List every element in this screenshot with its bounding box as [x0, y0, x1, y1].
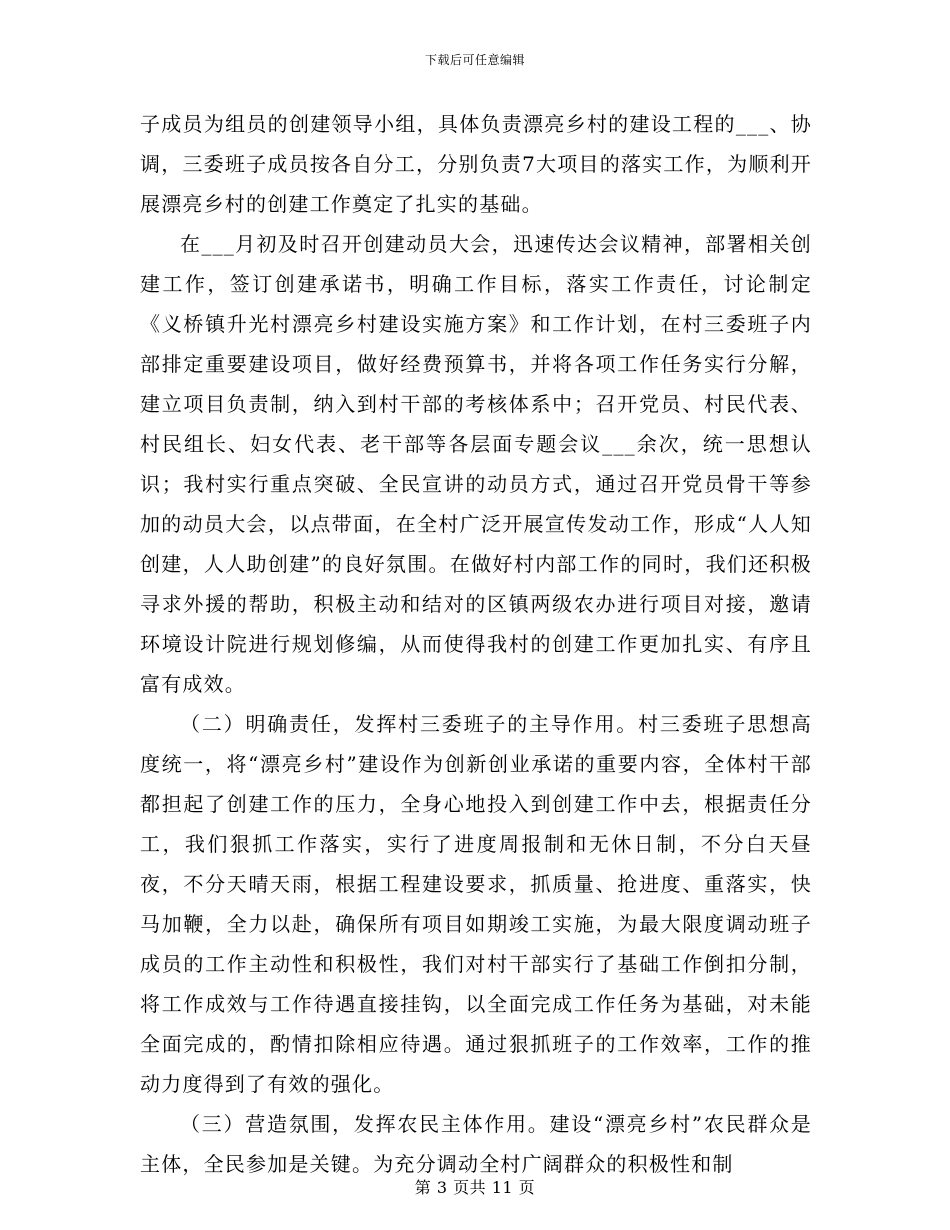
paragraph-mobilization-meeting: 在___月初及时召开创建动员大会，迅速传达会议精神，部署相关创建工作，签订创建承诺书，明确工作目标，落实工作责任，讨论制定《义桥镇升光村漂亮乡村建设实施方案》和工作计划，在村三委班子内部排定重要建设项目，做好经费预算书，并将各项工作任务实行分解，建立项目负责制，纳入到村干部的考核体系中；召开党员、村民代表、村民组长、妇女代表、老干部等各层面专题会议___余次，统一思想认识；我村实行重点突破、全民宣讲的动员方式，通过召开党员骨干等参加的动员大会，以点带面，在全村广泛开展宣传发动工作，形成“人人知创建，人人助创建”的良好氛围。在做好村内部工作的同时，我们还积极寻求外援的帮助，积极主动和结对的区镇两级农办进行项目对接，邀请环境设计院进行规划修编，从而使得我村的创建工作更加扎实、有序且富有成效。	[140, 232, 812, 696]
page-header: 下载后可任意编辑	[424, 53, 525, 67]
paragraph-section-two: （二）明确责任，发挥村三委班子的主导作用。村三委班子思想高度统一，将“漂亮乡村”建设作为创新创业承诺的重要内容，全体村干部都担起了创建工作的压力，全身心地投入到创建工作中去，根据责任分工，我们狠抓工作落实，实行了进度周报制和无休日制，不分白天昼夜，不分天晴天雨，根据工程建设要求，抓质量、抢进度、重落实，快马加鞭，全力以赴，确保所有项目如期竣工实施，为最大限度调动班子成员的工作主动性和积极性，我们对村干部实行了基础工作倒扣分制，将工作成效与工作待遇直接挂钩，以全面完成工作任务为基础，对未能全面完成的，酌情扣除相应待遇。通过狠抓班子的工作效率，工作的推动力度得到了有效的强化。	[140, 712, 812, 1096]
paragraph-section-three: （三）营造氛围，发挥农民主体作用。建设“漂亮乡村”农民群众是主体，全民参加是关键。为充分调动全村广阔群众的积极性和制	[140, 1112, 812, 1176]
document-body	[140, 104, 812, 1184]
page-footer: 第 3 页共 11 页	[414, 1178, 536, 1197]
paragraph-continuation: 子成员为组员的创建领导小组，具体负责漂亮乡村的建设工程的___、协调，三委班子成员按各自分工，分别负责7大项目的落实工作，为顺利开展漂亮乡村的创建工作奠定了扎实的基础。	[140, 112, 812, 216]
